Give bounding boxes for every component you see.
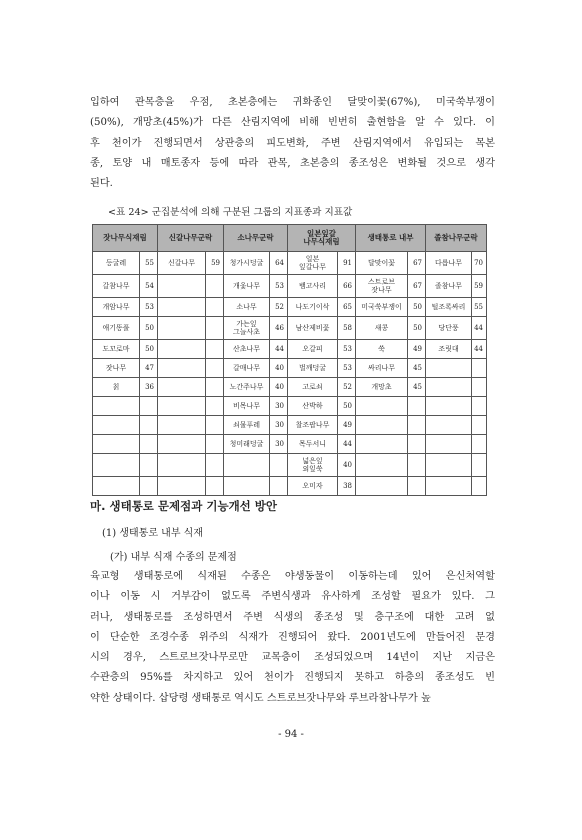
text-line: 러나, 생태통로를 조성하면서 주변 식생의 종조성 및 층구조에 대한 고려 없 <box>90 611 495 623</box>
value-cell: 52 <box>338 378 356 397</box>
species-cell: 개암나무 <box>93 298 140 317</box>
value-cell: 53 <box>270 275 288 298</box>
value-cell: 59 <box>206 252 224 275</box>
table-row <box>93 397 487 416</box>
species-cell: 쇠물푸레 <box>224 416 270 435</box>
column-header: 잣나무식재림 <box>93 225 158 252</box>
text-line: 후 천이가 진행되면서 상관층의 피도변화, 주변 산림지역에서 유입되는 목본 <box>90 137 495 149</box>
value-cell: 55 <box>140 252 158 275</box>
species-cell: 청가시덩굴 <box>224 252 270 275</box>
species-cell: 달맞이꽃 <box>356 252 408 275</box>
species-cell: 갈매나무 <box>224 359 270 378</box>
species-cell: 오미자 <box>288 477 338 496</box>
species-cell: 조릿대 <box>426 340 472 359</box>
column-header: 일본잎갈 나무식재림 <box>288 225 356 252</box>
value-cell: 58 <box>338 317 356 340</box>
species-cell: 산박하 <box>288 397 338 416</box>
species-cell <box>356 477 408 496</box>
value-cell <box>206 275 224 298</box>
text-line: 수관층의 95%를 차지하고 있어 천이가 진행되지 못하고 하층의 종조성도 빈 <box>90 672 495 684</box>
species-cell <box>158 397 206 416</box>
value-cell <box>206 317 224 340</box>
species-cell: 노간주나무 <box>224 378 270 397</box>
species-cell <box>93 397 140 416</box>
column-header: 소나무군락 <box>224 225 288 252</box>
value-cell <box>408 477 426 496</box>
species-cell: 쑥 <box>356 340 408 359</box>
species-cell: 개망초 <box>356 378 408 397</box>
value-cell: 36 <box>140 378 158 397</box>
value-cell: 66 <box>338 275 356 298</box>
value-cell: 30 <box>270 435 288 454</box>
value-cell <box>408 435 426 454</box>
species-cell: 산초나무 <box>224 340 270 359</box>
species-cell: 고로쇠 <box>288 378 338 397</box>
value-cell: 44 <box>338 435 356 454</box>
value-cell <box>472 397 487 416</box>
value-cell: 54 <box>140 275 158 298</box>
species-cell: 가는잎 그늘사초 <box>224 317 270 340</box>
value-cell <box>270 477 288 496</box>
value-cell: 38 <box>338 477 356 496</box>
column-header: 졸참나무군락 <box>426 225 487 252</box>
species-cell: 개옻나무 <box>224 275 270 298</box>
text-line: (50%), 개망초(45%)가 다른 산림지역에 비해 빈번히 출현함을 알 수 있다. 이 <box>90 117 495 129</box>
species-cell <box>93 435 140 454</box>
species-cell: 남산제비꽃 <box>288 317 338 340</box>
subheading-interior-planting: (1) 생태통로 내부 식재 <box>102 528 203 539</box>
value-cell <box>408 454 426 477</box>
value-cell: 52 <box>270 298 288 317</box>
intro-paragraph <box>90 93 495 194</box>
table-caption: <표 24> 군집분석에 의해 구분된 그룹의 지표종과 지표값 <box>108 207 353 218</box>
text-line: 종, 토양 내 매토종자 등에 따라 관목, 초본층의 종조성은 변화될 것으로 생각 <box>90 157 495 169</box>
value-cell: 50 <box>338 397 356 416</box>
table-row <box>93 477 487 496</box>
species-cell <box>426 359 472 378</box>
species-cell: 칡 <box>93 378 140 397</box>
value-cell <box>206 477 224 496</box>
table-row <box>93 317 487 340</box>
value-cell: 50 <box>140 340 158 359</box>
species-cell <box>158 416 206 435</box>
species-cell <box>426 435 472 454</box>
species-cell: 새콩 <box>356 317 408 340</box>
species-cell: 비목나무 <box>224 397 270 416</box>
text-line: 이 단순한 조경수종 위주의 식재가 진행되어 왔다. 2001년도에 만들어진 문경 <box>90 631 495 643</box>
species-cell <box>356 397 408 416</box>
column-header: 신갈나무군락 <box>158 225 224 252</box>
page-number: - 94 - <box>278 729 304 740</box>
value-cell: 53 <box>338 340 356 359</box>
species-cell <box>426 477 472 496</box>
table-row <box>93 275 487 298</box>
value-cell <box>206 298 224 317</box>
value-cell <box>472 378 487 397</box>
value-cell: 40 <box>270 378 288 397</box>
text-line: 시의 경우, 스트로브잣나무로만 교목층이 조성되었으며 14년이 지난 지금은 <box>90 652 495 664</box>
species-cell: 오갈피 <box>288 340 338 359</box>
value-cell: 45 <box>408 359 426 378</box>
value-cell <box>206 435 224 454</box>
value-cell: 50 <box>408 298 426 317</box>
value-cell: 70 <box>472 252 487 275</box>
species-cell: 갈참나무 <box>93 275 140 298</box>
text-line: 육교형 생태통로에 식재된 수종은 야생동물이 이동하는데 있어 은신처역할 <box>90 571 495 582</box>
species-cell <box>158 340 206 359</box>
value-cell: 47 <box>140 359 158 378</box>
species-cell: 청미래덩굴 <box>224 435 270 454</box>
value-cell: 50 <box>140 317 158 340</box>
species-cell <box>93 416 140 435</box>
value-cell: 30 <box>270 416 288 435</box>
value-cell <box>140 397 158 416</box>
value-cell: 50 <box>408 317 426 340</box>
value-cell: 40 <box>338 454 356 477</box>
value-cell <box>206 397 224 416</box>
body-paragraph <box>90 567 495 709</box>
species-cell <box>426 397 472 416</box>
species-cell: 넓은잎 외잎쑥 <box>288 454 338 477</box>
species-cell: 미국쑥부쟁이 <box>356 298 408 317</box>
species-cell <box>158 435 206 454</box>
table-row <box>93 252 487 275</box>
value-cell: 46 <box>270 317 288 340</box>
species-cell <box>158 298 206 317</box>
table-row <box>93 359 487 378</box>
species-cell <box>158 477 206 496</box>
value-cell: 49 <box>408 340 426 359</box>
species-cell <box>93 454 140 477</box>
species-cell <box>426 416 472 435</box>
species-cell: 뱀고사리 <box>288 275 338 298</box>
value-cell: 67 <box>408 275 426 298</box>
text-line: 입하여 관목층을 우점, 초본층에는 귀화종인 달맞이꽃(67%), 미국쑥부쟁이 <box>90 97 495 108</box>
value-cell <box>206 340 224 359</box>
species-cell: 도꼬로마 <box>93 340 140 359</box>
species-cell <box>426 454 472 477</box>
value-cell: 44 <box>270 340 288 359</box>
value-cell: 64 <box>270 252 288 275</box>
value-cell: 91 <box>338 252 356 275</box>
species-cell: 찰조팝나무 <box>288 416 338 435</box>
text-line: 된다. <box>90 178 113 190</box>
value-cell <box>140 477 158 496</box>
value-cell <box>140 435 158 454</box>
value-cell: 59 <box>472 275 487 298</box>
species-cell <box>224 477 270 496</box>
text-line: 약한 상태이다. 삽당령 생태통로 역시도 스트로브잣나무와 루브라참나무가 높 <box>90 692 431 704</box>
table-row <box>93 340 487 359</box>
species-cell: 잣나무 <box>93 359 140 378</box>
value-cell <box>472 435 487 454</box>
species-cell <box>158 359 206 378</box>
value-cell: 44 <box>472 340 487 359</box>
species-cell: 털조록싸리 <box>426 298 472 317</box>
subheading-planting-problems: (가) 내부 식재 수종의 문제점 <box>110 552 237 563</box>
species-cell: 목두서니 <box>288 435 338 454</box>
species-cell <box>158 275 206 298</box>
value-cell: 53 <box>140 298 158 317</box>
species-cell <box>158 378 206 397</box>
table-row <box>93 416 487 435</box>
value-cell: 67 <box>408 252 426 275</box>
species-cell: 일본 잎갈나무 <box>288 252 338 275</box>
value-cell: 45 <box>408 378 426 397</box>
value-cell <box>408 416 426 435</box>
value-cell: 65 <box>338 298 356 317</box>
species-cell <box>356 454 408 477</box>
text-line: 이나 이동 시 거부감이 없도록 주변식생과 유사하게 조성할 필요가 있다. 그 <box>90 591 495 603</box>
species-cell: 졸참나무 <box>426 275 472 298</box>
table-row <box>93 378 487 397</box>
value-cell <box>206 454 224 477</box>
value-cell: 40 <box>270 359 288 378</box>
species-cell <box>93 477 140 496</box>
species-cell: 당단풍 <box>426 317 472 340</box>
species-cell: 싸리나무 <box>356 359 408 378</box>
value-cell <box>140 454 158 477</box>
value-cell <box>140 416 158 435</box>
table-row <box>93 454 487 477</box>
value-cell <box>472 416 487 435</box>
species-cell: 나도기이삭 <box>288 298 338 317</box>
species-cell: 스트로브 잣나무 <box>356 275 408 298</box>
species-cell: 신갈나무 <box>158 252 206 275</box>
section-heading: 마. 생태통로 문제점과 기능개선 방안 <box>90 499 278 513</box>
species-cell <box>158 454 206 477</box>
value-cell: 55 <box>472 298 487 317</box>
table-row <box>93 298 487 317</box>
column-header: 생태통로 내부 <box>356 225 426 252</box>
value-cell <box>206 416 224 435</box>
species-cell <box>224 454 270 477</box>
value-cell: 53 <box>338 359 356 378</box>
species-cell: 애기똥풀 <box>93 317 140 340</box>
value-cell <box>472 454 487 477</box>
species-cell: 다릅나무 <box>426 252 472 275</box>
species-cell: 등굴레 <box>93 252 140 275</box>
table-row <box>93 435 487 454</box>
table-header-row <box>93 225 487 252</box>
value-cell: 44 <box>472 317 487 340</box>
value-cell: 30 <box>270 397 288 416</box>
value-cell <box>206 378 224 397</box>
species-cell: 벌깨덩굴 <box>288 359 338 378</box>
species-cell: 소나무 <box>224 298 270 317</box>
species-cell <box>426 378 472 397</box>
species-cell <box>158 317 206 340</box>
value-cell <box>206 359 224 378</box>
species-cell <box>356 435 408 454</box>
value-cell: 49 <box>338 416 356 435</box>
species-cell <box>356 416 408 435</box>
value-cell <box>270 454 288 477</box>
value-cell <box>408 397 426 416</box>
indicator-species-table <box>92 224 487 496</box>
value-cell <box>472 477 487 496</box>
value-cell <box>472 359 487 378</box>
